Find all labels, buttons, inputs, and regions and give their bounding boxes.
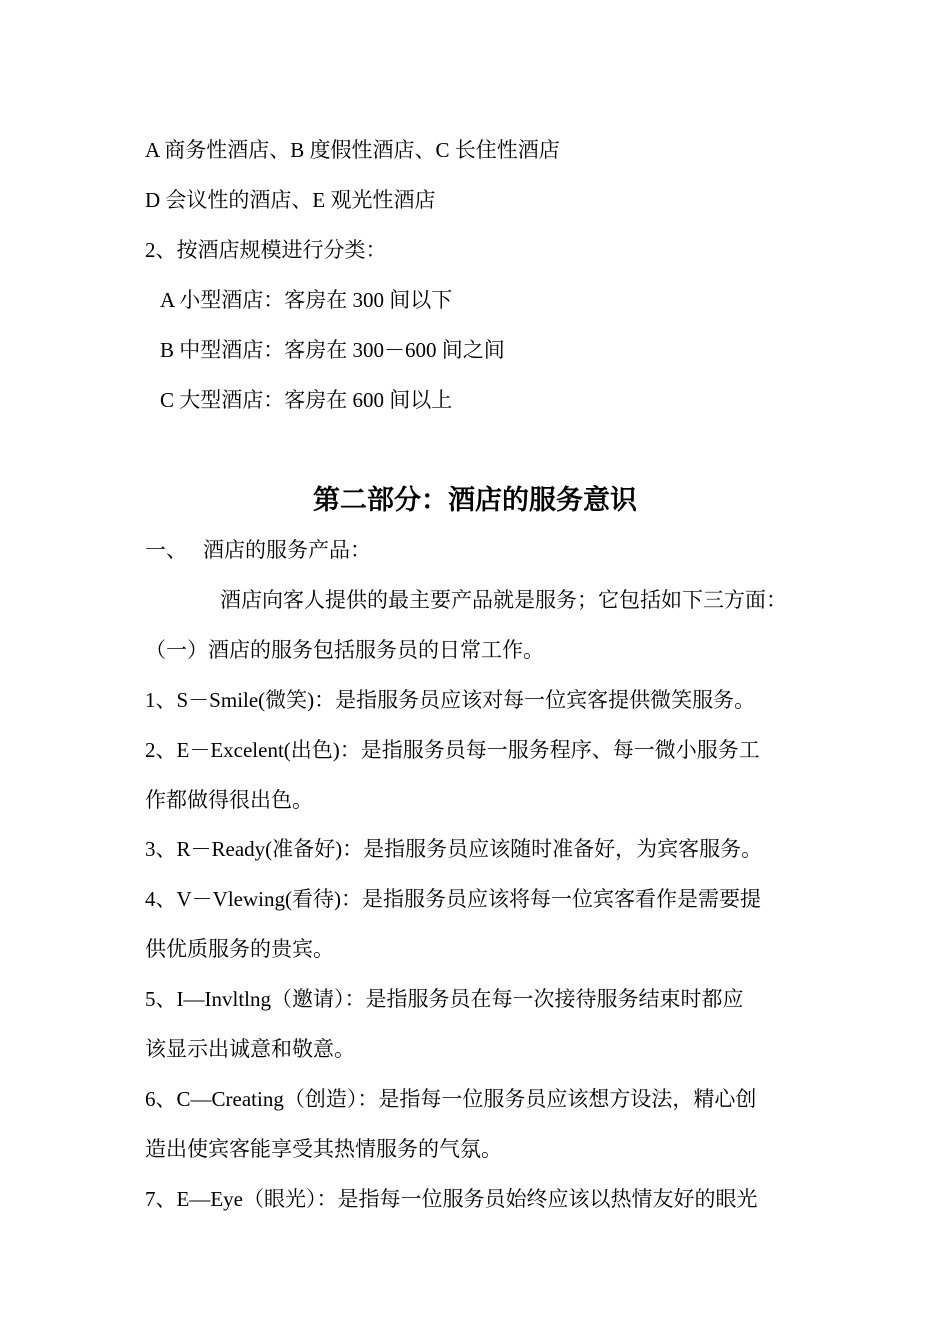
item-7-line-1: 7、E—Eye（眼光）：是指每一位服务员始终应该以热情友好的眼光 (145, 1187, 758, 1211)
item-6-line-1: 6、C—Creating（创造）：是指每一位服务员应该想方设法，精心创 (145, 1087, 757, 1111)
scale-medium: B 中型酒店：客房在 300－600 间之间 (160, 338, 505, 362)
section-one-marker: 一、 (145, 538, 187, 562)
item-5-line-2: 该显示出诚意和敬意。 (145, 1037, 355, 1061)
item-4-line-2: 供优质服务的贵宾。 (145, 937, 334, 961)
item-1: 1、S－Smile(微笑)：是指服务员应该对每一位宾客提供微笑服务。 (145, 688, 756, 712)
section-one-heading (145, 536, 815, 564)
item-3: 3、R－Ready(准备好)：是指服务员应该随时准备好，为宾客服务。 (145, 837, 763, 861)
section-one-title: 酒店的服务产品： (203, 538, 371, 562)
scale-small: A 小型酒店：客房在 300 间以下 (160, 288, 453, 312)
scale-heading: 2、按酒店规模进行分类： (145, 238, 387, 262)
subsection-one: （一）酒店的服务包括服务员的日常工作。 (145, 638, 544, 662)
scale-large: C 大型酒店：客房在 600 间以上 (160, 388, 453, 412)
item-4-line-1: 4、V－Vlewing(看待)：是指服务员应该将每一位宾客看作是需要提 (145, 887, 761, 911)
item-2-line-1: 2、E－Excelent(出色)：是指服务员每一服务程序、每一微小服务工 (145, 738, 760, 762)
item-2-line-2: 作都做得很出色。 (145, 788, 313, 812)
hotel-types-line-1: A 商务性酒店、B 度假性酒店、C 长住性酒店 (145, 138, 560, 162)
hotel-types-line-2: D 会议性的酒店、E 观光性酒店 (145, 188, 436, 212)
item-5-line-1: 5、I—Invltlng（邀请）：是指服务员在每一次接待服务结束时都应 (145, 987, 744, 1011)
item-6-line-2: 造出使宾客能享受其热情服务的气氛。 (145, 1137, 502, 1161)
part-two-title: 第二部分：酒店的服务意识 (313, 485, 637, 515)
intro-paragraph: 酒店向客人提供的最主要产品就是服务；它包括如下三方面： (220, 588, 787, 612)
